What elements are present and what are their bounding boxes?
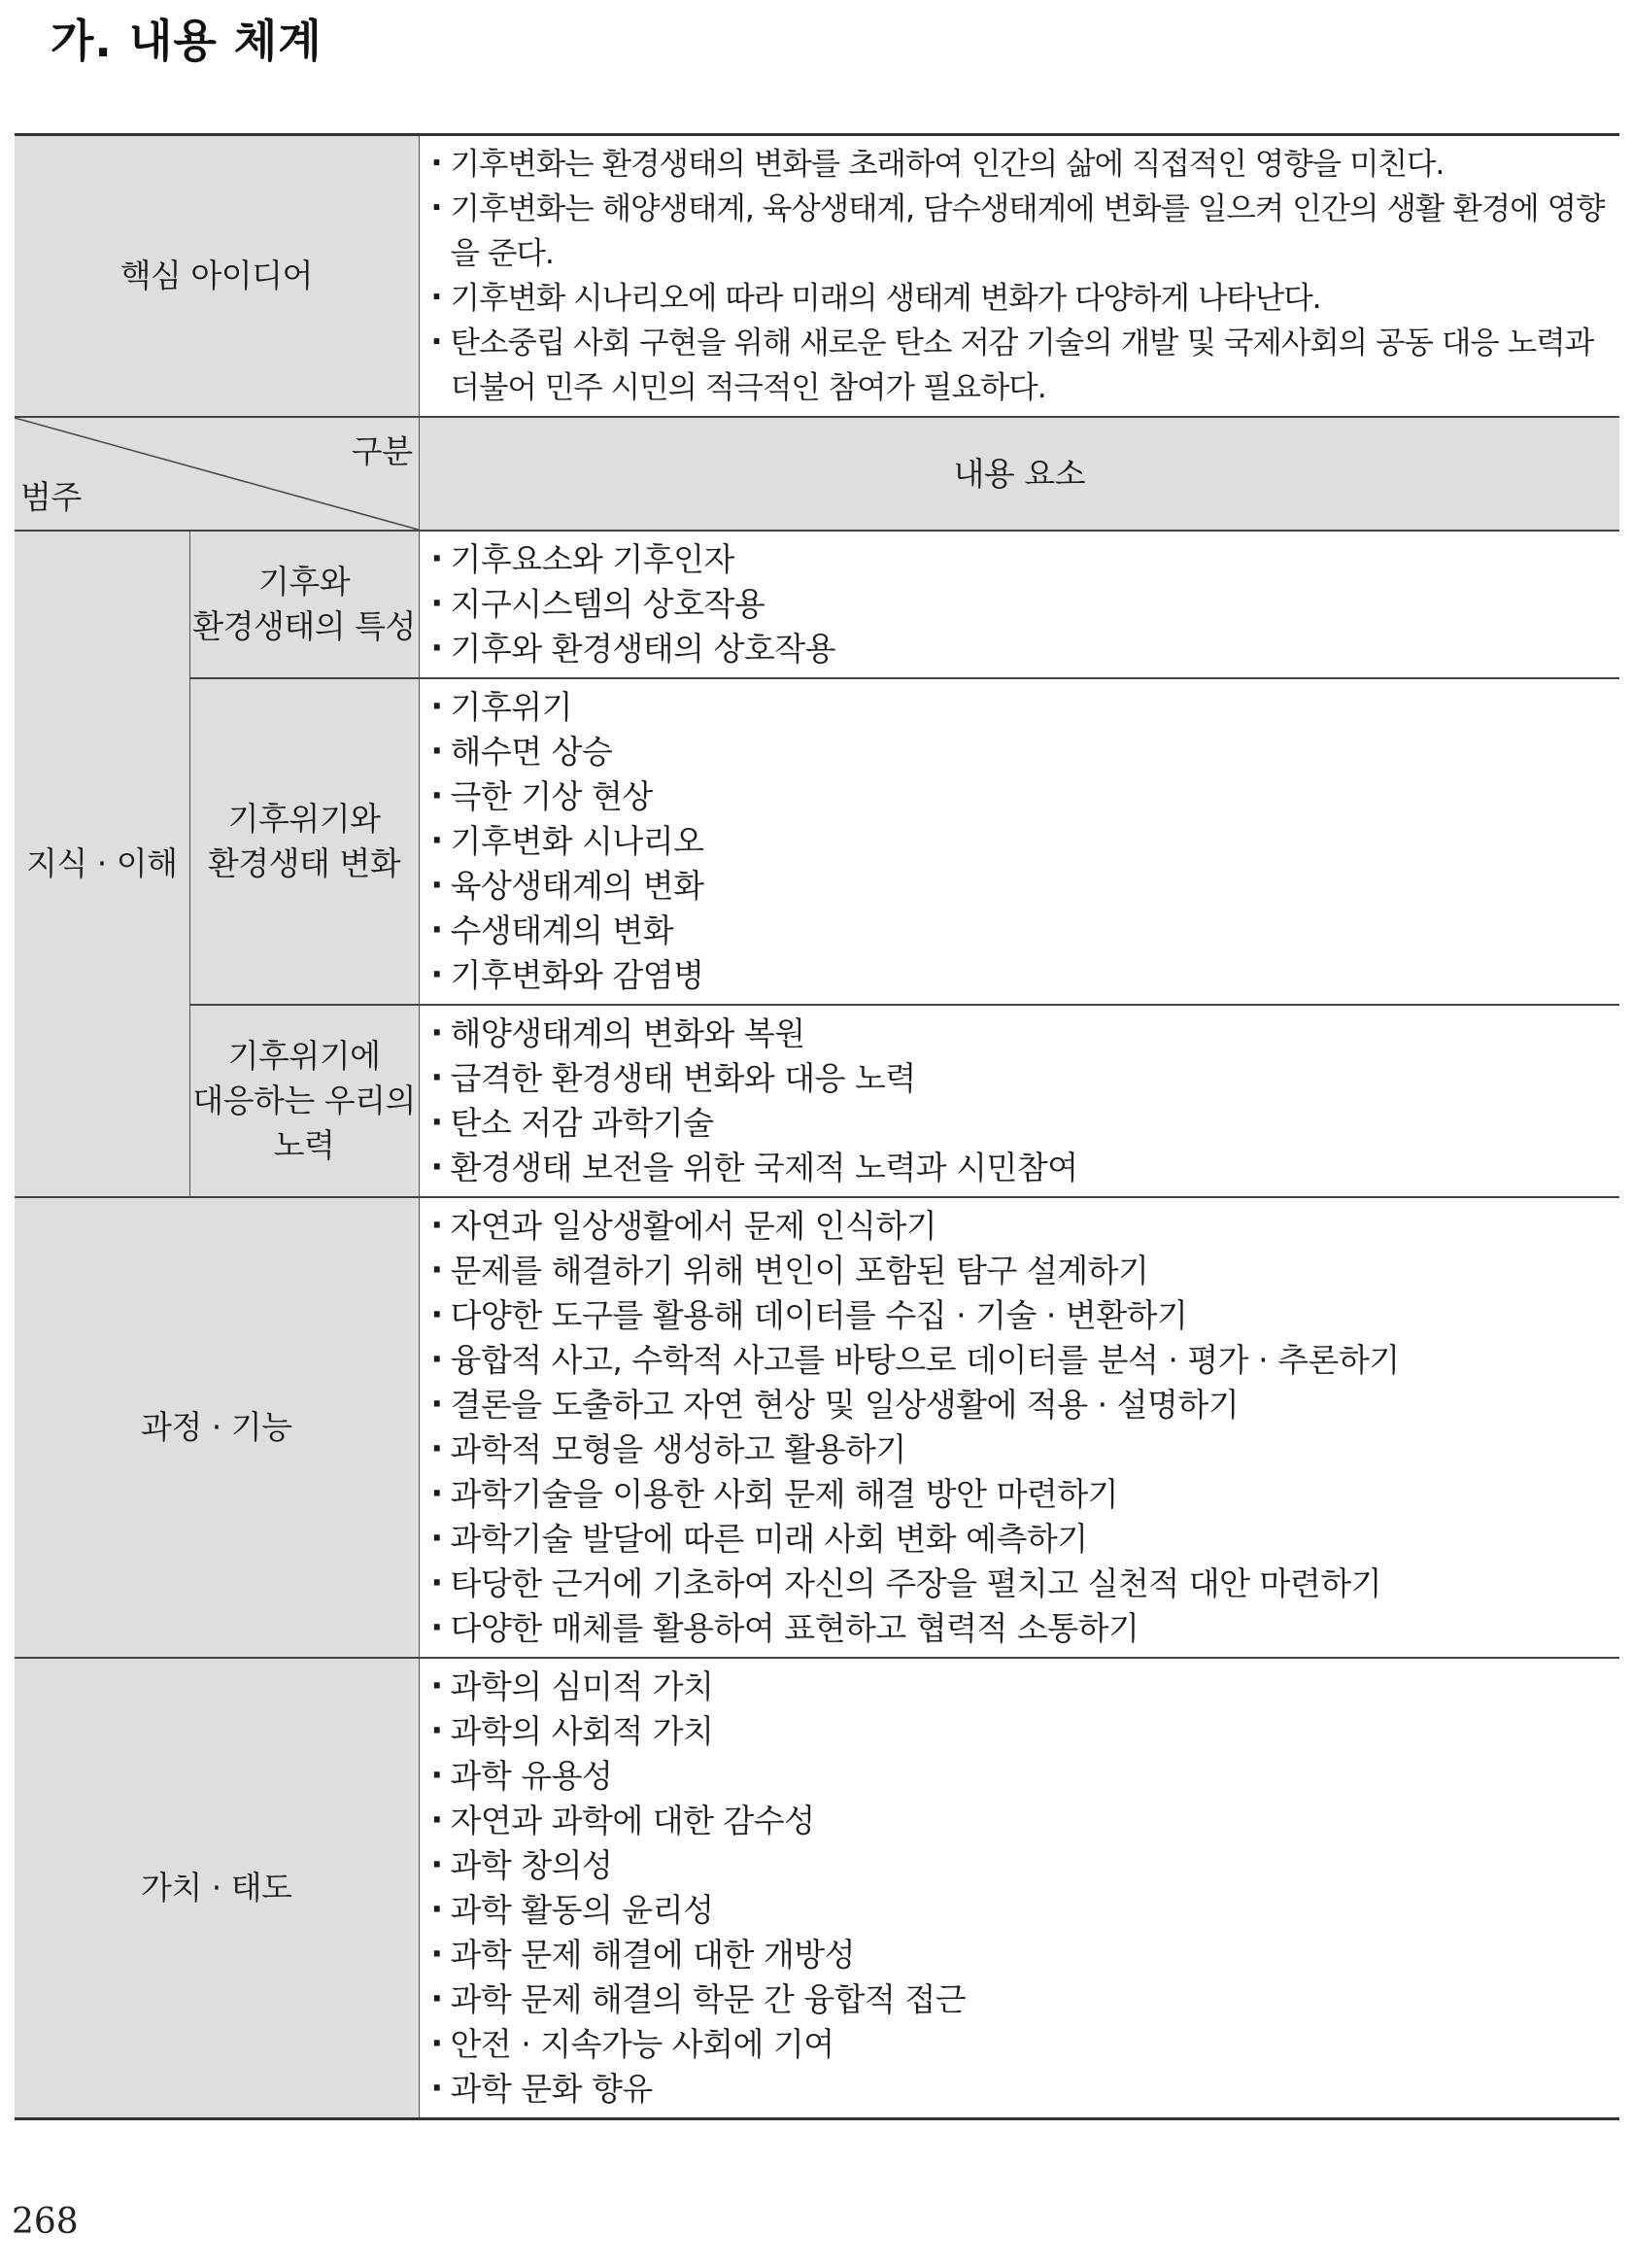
list-item: · 다양한 매체를 활용하여 표현하고 협력적 소통하기	[429, 1606, 1615, 1651]
knowledge-group-content	[419, 1005, 1619, 1197]
list-item: · 육상생태계의 변화	[429, 864, 1615, 909]
values-category-label: 가치 · 태도	[15, 1658, 419, 2119]
values-row	[15, 1658, 1619, 2119]
list-item: · 결론을 도출하고 자연 현상 및 일상생활에 적용 · 설명하기	[429, 1383, 1615, 1427]
knowledge-row-3	[15, 1005, 1619, 1197]
header-content-elements: 내용 요소	[419, 417, 1619, 531]
list-item: · 과학 문제 해결에 대한 개방성	[429, 1933, 1615, 1977]
core-idea-content	[419, 135, 1619, 418]
knowledge-group-content	[419, 531, 1619, 678]
header-gubun: 구분	[351, 432, 413, 470]
list-item: · 기후위기	[429, 685, 1615, 730]
list-item: · 과학의 심미적 가치	[429, 1665, 1615, 1709]
knowledge-category-label: 지식 · 이해	[15, 531, 189, 1197]
label-line: 대응하는 우리의	[192, 1082, 416, 1119]
knowledge-group-content	[419, 678, 1619, 1005]
list-item: · 과학적 모형을 생성하고 활용하기	[429, 1427, 1615, 1472]
label-line: 노력	[273, 1126, 335, 1164]
list-item: · 해양생태계의 변화와 복원	[429, 1012, 1615, 1056]
list-item: · 과학 창의성	[429, 1843, 1615, 1888]
section-title: 가. 내용 체계	[51, 15, 323, 67]
values-list	[420, 1659, 1620, 2117]
knowledge-group-label	[189, 678, 419, 1005]
list-item: · 환경생태 보전을 위한 국제적 노력과 시민참여	[429, 1146, 1615, 1190]
list-item: · 과학의 사회적 가치	[429, 1709, 1615, 1754]
knowledge-group-list	[420, 679, 1620, 1004]
list-item: · 기후변화는 해양생태계, 육상생태계, 담수생태계에 변화를 일으켜 인간의 생활 환경에 영향을 준다.	[429, 187, 1615, 276]
process-content	[419, 1197, 1619, 1658]
knowledge-group-label	[189, 1005, 419, 1197]
process-category-label: 과정 · 기능	[15, 1197, 419, 1658]
list-item: · 급격한 환경생태 변화와 대응 노력	[429, 1056, 1615, 1101]
core-idea-list	[420, 136, 1620, 416]
core-idea-row	[15, 135, 1619, 418]
header-diagonal-cell	[15, 417, 419, 531]
label-line: 기후와	[257, 563, 351, 601]
page-number: 268	[12, 2202, 79, 2242]
list-item: · 해수면 상승	[429, 730, 1615, 774]
list-item: · 기후요소와 기후인자	[429, 537, 1615, 582]
list-item: · 극한 기상 현상	[429, 774, 1615, 819]
header-beomju: 범주	[20, 478, 82, 516]
list-item: · 과학기술을 이용한 사회 문제 해결 방안 마련하기	[429, 1472, 1615, 1517]
knowledge-group-list	[420, 1006, 1620, 1196]
values-content	[419, 1658, 1619, 2119]
list-item: · 탄소중립 사회 구현을 위해 새로운 탄소 저감 기술의 개발 및 국제사회의 공동 대응 노력과 더불어 민주 시민의 적극적인 참여가 필요하다.	[429, 321, 1615, 410]
label-line: 환경생태 변화	[207, 844, 401, 882]
process-list	[420, 1198, 1620, 1657]
list-item: · 탄소 저감 과학기술	[429, 1101, 1615, 1146]
list-item: · 타당한 근거에 기초하여 자신의 주장을 펼치고 실천적 대안 마련하기	[429, 1562, 1615, 1606]
list-item: · 다양한 도구를 활용해 데이터를 수집 · 기술 · 변환하기	[429, 1293, 1615, 1338]
knowledge-row-2	[15, 678, 1619, 1005]
knowledge-row-1	[15, 531, 1619, 678]
knowledge-group-list	[420, 532, 1620, 677]
core-idea-label: 핵심 아이디어	[15, 135, 419, 418]
list-item: · 수생태계의 변화	[429, 909, 1615, 953]
label-line: 환경생태의 특성	[192, 607, 416, 645]
label-line: 기후위기에	[227, 1037, 381, 1075]
list-item: · 과학 유용성	[429, 1754, 1615, 1799]
content-system-table	[15, 133, 1619, 2120]
knowledge-group-label	[189, 531, 419, 678]
list-item: · 융합적 사고, 수학적 사고를 바탕으로 데이터를 분석 · 평가 · 추론하기	[429, 1338, 1615, 1383]
list-item: · 과학 문제 해결의 학문 간 융합적 접근	[429, 1977, 1615, 2022]
list-item: · 기후변화 시나리오	[429, 819, 1615, 864]
list-item: · 문제를 해결하기 위해 변인이 포함된 탐구 설계하기	[429, 1249, 1615, 1293]
list-item: · 기후변화는 환경생태의 변화를 초래하여 인간의 삶에 직접적인 영향을 미친다.	[429, 142, 1615, 187]
process-row	[15, 1197, 1619, 1658]
list-item: · 기후변화 시나리오에 따라 미래의 생태계 변화가 다양하게 나타난다.	[429, 276, 1615, 321]
list-item: · 지구시스템의 상호작용	[429, 582, 1615, 627]
list-item: · 자연과 일상생활에서 문제 인식하기	[429, 1204, 1615, 1249]
list-item: · 과학기술 발달에 따른 미래 사회 변화 예측하기	[429, 1517, 1615, 1562]
list-item: · 과학 문화 향유	[429, 2067, 1615, 2112]
label-line: 기후위기와	[227, 800, 381, 838]
header-row	[15, 417, 1619, 531]
list-item: · 안전 · 지속가능 사회에 기여	[429, 2022, 1615, 2067]
list-item: · 기후변화와 감염병	[429, 953, 1615, 998]
list-item: · 자연과 과학에 대한 감수성	[429, 1799, 1615, 1843]
list-item: · 과학 활동의 윤리성	[429, 1888, 1615, 1933]
list-item: · 기후와 환경생태의 상호작용	[429, 627, 1615, 671]
